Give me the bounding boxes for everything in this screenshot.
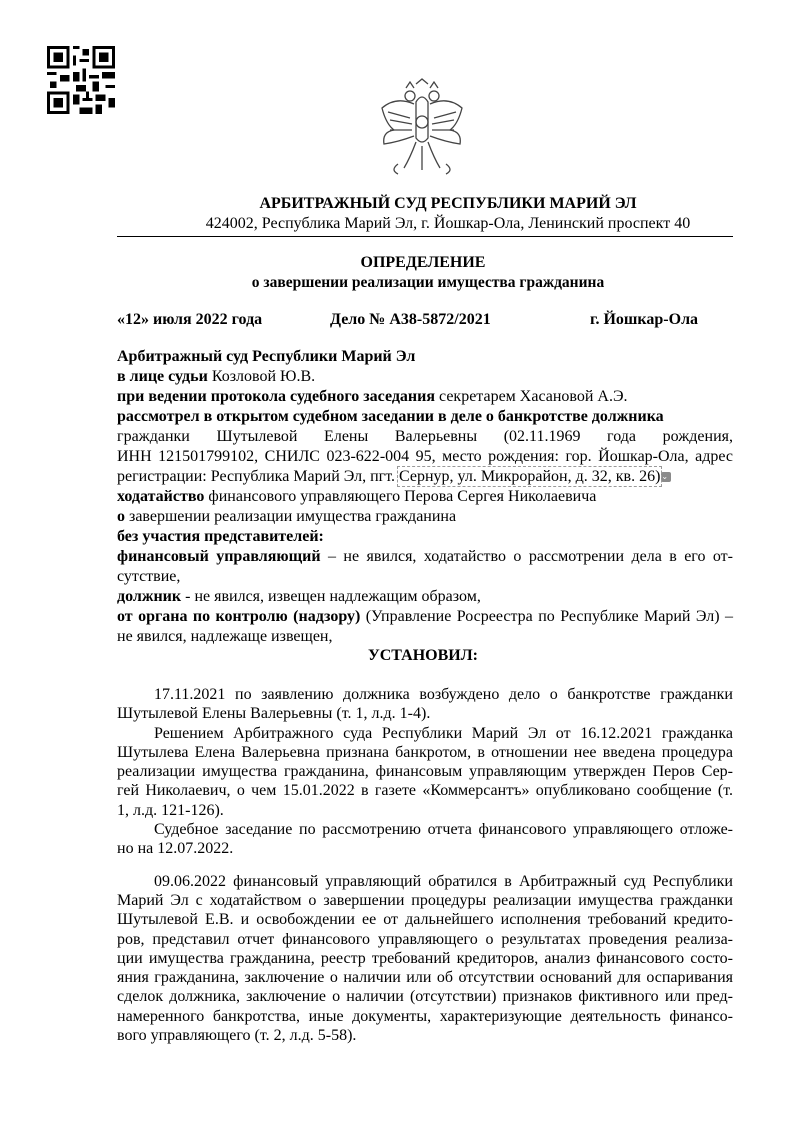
text-line <box>117 891 733 910</box>
text: Судебное заседание по рассмотрению отчета финансового управляющего отложе- <box>154 821 733 839</box>
text: финансового управляющего Перова Сергея Николаевича <box>204 488 597 505</box>
established-body <box>117 685 733 1045</box>
bold-text: от органа по контролю (надзору) <box>117 608 361 625</box>
text: Козловой Ю.В. <box>207 368 316 385</box>
text-line <box>117 968 733 987</box>
text: не явился, надлежаще извещен, <box>117 628 333 645</box>
text: Решением Арбитражного суда Республики Марий Эл от 16.12.2021 гражданка <box>154 724 733 742</box>
text-line <box>117 547 733 567</box>
text-line <box>117 910 733 929</box>
bold-text: должник <box>117 588 182 605</box>
paragraph-spacer <box>117 859 733 872</box>
text: сутствие, <box>117 568 181 585</box>
text-line <box>117 367 733 387</box>
document-title: ОПРЕДЕЛЕНИЕ <box>360 254 486 271</box>
text: гражданки Шутылевой Елены Валерьевны (02.11.1969 года рождения, <box>117 428 733 445</box>
text: 1, л.д. 121-126). <box>117 801 224 819</box>
bold-text: ходатайство <box>117 488 205 505</box>
bold-text: рассмотрел в открытом судебном заседании в деле о банкротстве должника <box>117 408 664 425</box>
text: секретарем Хасановой А.Э. <box>435 388 628 405</box>
bold-text: в лице судьи <box>117 368 208 385</box>
text-line <box>117 627 733 647</box>
court-address: 424002, Республика Марий Эл, г. Йошкар-Ола, Ленинский проспект 40 <box>205 215 691 232</box>
text-line <box>117 839 733 858</box>
text-line <box>117 930 733 949</box>
bold-text: Арбитражный суд Республики Марий Эл <box>117 348 416 365</box>
text: вого управляющего (т. 2, л.д. 5-58). <box>117 1027 357 1045</box>
text: гей Николаевич, о чем 15.01.2022 в газете «Коммерсантъ» опубликовано сообщение (т. <box>117 782 733 800</box>
text: ров, представил отчет финансового управляющего о результатах проведения реализа- <box>117 930 733 948</box>
text-line <box>117 447 733 467</box>
text: Шутылевой Елены Валерьевны (т. 1, л.д. 1-4). <box>117 705 431 723</box>
text-line <box>117 527 733 547</box>
text: сделок должника, заключение о наличии (отсутствии) признаков фиктивного или пред- <box>117 988 733 1006</box>
text-line <box>117 743 733 762</box>
text-line <box>117 724 733 743</box>
intro-section <box>117 347 733 647</box>
text: завершении реализации имущества гражданина <box>125 508 457 525</box>
document-date: «12» июля 2022 года <box>117 311 263 328</box>
text-line <box>117 801 733 820</box>
bold-text: без участия представителей: <box>117 528 324 545</box>
text-line <box>117 820 733 839</box>
bold-text: о <box>117 508 125 525</box>
bold-text: финансовый управляющий <box>117 548 321 565</box>
text: 09.06.2022 финансовый управляющий обратился в Арбитражный суд Республики <box>154 872 733 890</box>
text-line <box>117 987 733 1006</box>
text-line <box>117 704 733 723</box>
bold-text: при ведении протокола судебного заседания <box>117 388 436 405</box>
text: регистрации: Республика Марий Эл, пгт. <box>117 468 400 485</box>
case-number: Дело № А38-5872/2021 <box>330 311 491 328</box>
text-line <box>117 949 733 968</box>
text: яния гражданина, заключение о наличии или об отсутствии оснований для оспаривания <box>117 969 733 987</box>
text: (Управление Росреестра по Республике Марий Эл) – <box>360 608 734 625</box>
dropdown-icon[interactable]: ⌄ <box>661 472 671 482</box>
text-line <box>117 487 733 507</box>
text-line <box>117 762 733 781</box>
text-line <box>117 1026 733 1045</box>
highlighted-address[interactable]: Сернур, ул. Микрорайон, д. 32, кв. 26) <box>399 468 661 485</box>
text-line <box>117 347 733 367</box>
text-line <box>117 507 733 527</box>
coat-of-arms-emblem <box>376 78 468 178</box>
text: 17.11.2021 по заявлению должника возбуждено дело о банкротстве гражданки <box>154 686 733 703</box>
text-line <box>117 607 733 627</box>
text-line <box>117 567 733 587</box>
document-subtitle: о завершении реализации имущества гражданина <box>251 274 605 291</box>
text: – не явился, ходатайство о рассмотрении дела в его от- <box>320 548 733 565</box>
text-line <box>117 685 733 704</box>
text-line <box>117 407 733 427</box>
text-line <box>117 872 733 891</box>
text-line <box>117 781 733 800</box>
text-line <box>117 387 733 407</box>
text-line <box>117 587 733 607</box>
text: намеренного банкротства, иные документы, характеризующие деятельность финансо- <box>117 1007 733 1025</box>
text: - не явился, извещен надлежащим образом, <box>181 588 481 605</box>
header-divider <box>117 236 733 237</box>
qr-code <box>47 45 115 115</box>
established-heading: УСТАНОВИЛ: <box>368 647 478 664</box>
text-line <box>117 1007 733 1026</box>
text: реализации имущества гражданина, финансовым управляющим утвержден Перов Сер- <box>117 763 733 781</box>
text: Марий Эл с ходатайством о завершении процедуры реализации имущества гражданки <box>117 891 733 909</box>
document-city: г. Йошкар-Ола <box>590 311 699 328</box>
court-name: АРБИТРАЖНЫЙ СУД РЕСПУБЛИКИ МАРИЙ ЭЛ <box>259 195 637 212</box>
text: ИНН 121501799102, СНИЛС 023-622-004 95, место рождения: гор. Йошкар-Ола, адрес <box>117 448 733 465</box>
text: ции имущества гражданина, реестр требований кредиторов, анализ финансового состо- <box>117 949 733 967</box>
text: Шутылевой Е.В. и освобождении ее от дальнейшего исполнения требований кредито- <box>117 911 733 929</box>
text: Шутылева Елена Валерьевна признана банкротом, в отношении нее введена процедура <box>117 743 733 761</box>
text-line <box>117 427 733 447</box>
text: но на 12.07.2022. <box>117 840 234 858</box>
text-line <box>117 467 733 487</box>
